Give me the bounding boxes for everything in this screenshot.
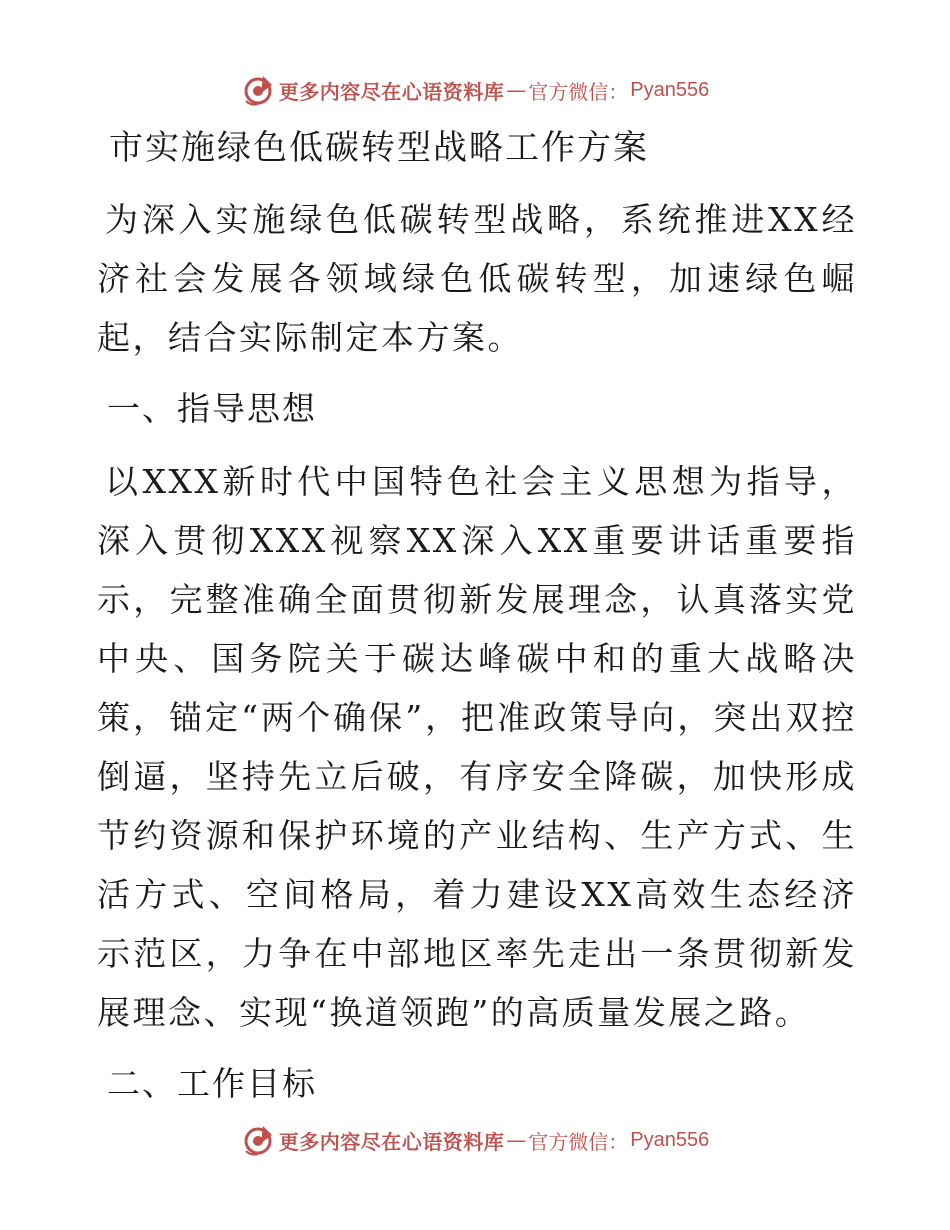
footer-watermark — [0, 1120, 950, 1160]
document-body — [97, 118, 857, 1127]
brand-logo-icon — [241, 1123, 275, 1157]
watermark-brand-text: 更多内容尽在心语资料库 — [278, 79, 505, 104]
watermark-dash: — — [506, 1128, 527, 1152]
watermark-label: 官方微信： — [528, 79, 629, 104]
watermark-dash: — — [506, 78, 527, 102]
watermark-brand-text: 更多内容尽在心语资料库 — [278, 1129, 505, 1154]
brand-logo-icon — [241, 73, 275, 107]
watermark-wechat-id: Pyan556 — [630, 78, 710, 101]
document-title: 市实施绿色低碳转型战略工作方案 — [109, 128, 649, 168]
guiding-ideology-paragraph: 以XXX新时代中国特色社会主义思想为指导，深入贯彻XXX视察XX深入XX重要讲话重要指示，完整准确全面贯彻新发展理念，认真落实党中央、国务院关于碳达峰碳中和的重大战略决策，锚定“两个确保”，把准政策导向，突出双控倒逼，坚持先立后破，有序安全降碳，加快形成节约资源和保护环境的产业结构、生产方式、生活方式、空间格局，着力建设XX高效生态经济示范区，力争在中部地区率先走出一条贯彻新发展理念、实现“换道领跑”的高质量发展之路。 — [97, 462, 857, 1032]
section-heading-guiding-ideology: 一、指导思想 — [107, 389, 317, 428]
watermark-wechat-id: Pyan556 — [630, 1128, 710, 1151]
watermark-label: 官方微信： — [528, 1129, 629, 1154]
section-heading-work-goals: 二、工作目标 — [107, 1064, 317, 1103]
intro-paragraph: 为深入实施绿色低碳转型战略，系统推进XX经济社会发展各领域绿色低碳转型，加速绿色崛起，结合实际制定本方案。 — [97, 200, 857, 357]
header-watermark — [0, 70, 950, 110]
